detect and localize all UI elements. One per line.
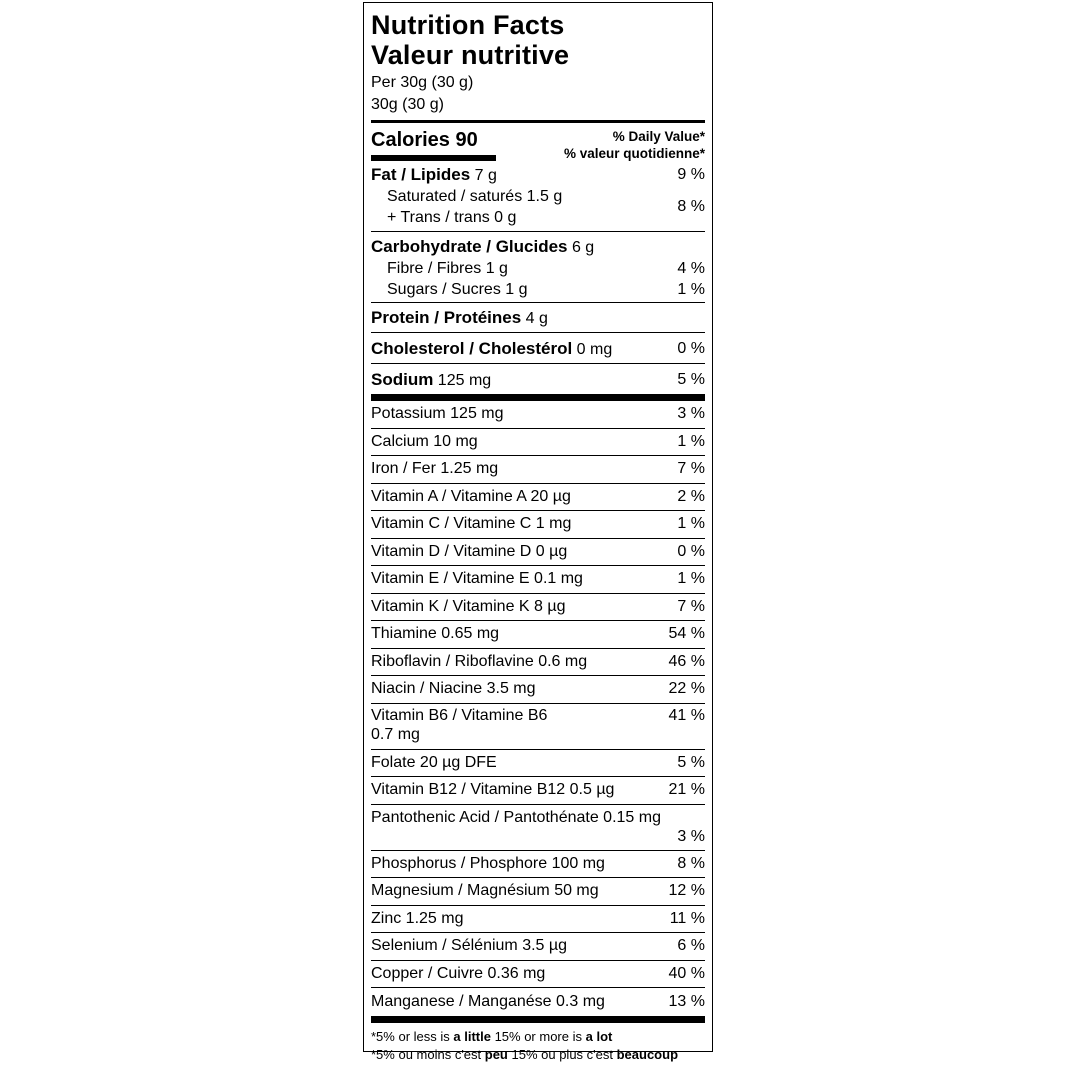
fat-row — [371, 164, 705, 186]
micro-pct: 1 % — [677, 515, 705, 533]
micro-row — [371, 851, 705, 879]
micro-name: Iron / Fer 1.25 mg — [371, 460, 499, 478]
micro-row — [371, 566, 705, 594]
sodium-amount: 125 mg — [437, 372, 492, 389]
cholesterol-amount: 0 mg — [576, 341, 613, 358]
micro-name: Phosphorus / Phosphore 100 mg — [371, 854, 605, 872]
micro-pct: 8 % — [677, 854, 705, 872]
daily-value-fr: % valeur quotidienne* — [563, 146, 705, 161]
footnote-text: 15% ou plus c'est — [507, 1046, 617, 1062]
micro-pct: 5 % — [677, 753, 705, 771]
micro-row — [371, 484, 705, 512]
divider-heavy-bottom — [371, 1016, 705, 1023]
micro-name: Thiamine 0.65 mg — [371, 625, 500, 643]
fibre-row — [371, 258, 705, 279]
micro-pct: 2 % — [677, 487, 705, 505]
sodium-label: Sodium — [371, 370, 434, 389]
calories-underline — [371, 155, 496, 161]
protein-label: Protein / Protéines — [371, 308, 522, 327]
cholesterol-row — [371, 333, 705, 364]
micro-row — [371, 676, 705, 704]
micro-pct: 46 % — [668, 652, 705, 670]
protein-row — [371, 303, 705, 333]
micro-row — [371, 750, 705, 778]
sat-trans-row — [371, 186, 705, 232]
protein-amount: 4 g — [525, 310, 548, 327]
micro-pct: 3 % — [677, 827, 705, 845]
micro-row — [371, 539, 705, 567]
daily-value-en: % Daily Value* — [612, 129, 705, 144]
sodium-row — [371, 364, 705, 394]
divider-heavy — [371, 394, 705, 401]
micro-name: Vitamin D / Vitamine D 0 µg — [371, 542, 568, 560]
micro-pct: 12 % — [668, 882, 705, 900]
micro-pct: 7 % — [677, 460, 705, 478]
micro-name: Vitamin E / Vitamine E 0.1 mg — [371, 570, 583, 588]
micro-pct: 0 % — [677, 542, 705, 560]
micro-row — [371, 456, 705, 484]
sugars-pct: 1 % — [677, 281, 705, 298]
micro-name: Vitamin B12 / Vitamine B12 0.5 µg — [371, 781, 615, 799]
footnote-bold: beaucoup — [616, 1046, 679, 1062]
micro-pct: 13 % — [668, 992, 705, 1010]
micro-name: Selenium / Sélénium 3.5 µg — [371, 937, 567, 955]
footnote — [371, 1023, 705, 1064]
carb-row — [371, 236, 705, 258]
footnote-text: *5% ou moins c'est — [371, 1046, 485, 1062]
micro-pct: 54 % — [668, 625, 705, 643]
daily-value-header — [564, 128, 705, 162]
footnote-fr — [371, 1046, 705, 1064]
serving-size: Per 30g (30 g) — [371, 74, 474, 91]
fat-amount: 7 g — [474, 167, 497, 184]
micro-pct: 21 % — [668, 781, 705, 799]
saturated-label: Saturated / saturés 1.5 g — [387, 188, 563, 205]
micro-name: Manganese / Manganése 0.3 mg — [371, 992, 605, 1010]
micro-row — [371, 401, 705, 429]
fat-pct: 9 % — [677, 166, 705, 183]
calories-row — [371, 123, 705, 161]
micro-pct: 22 % — [668, 680, 705, 698]
micro-name: Vitamin K / Vitamine K 8 µg — [371, 597, 566, 615]
micro-row — [371, 878, 705, 906]
cholesterol-pct: 0 % — [677, 340, 705, 357]
footnote-bold: peu — [484, 1046, 508, 1062]
micro-pct: 40 % — [668, 964, 705, 982]
carb-amount: 6 g — [571, 239, 595, 256]
micro-row — [371, 621, 705, 649]
footnote-text: *5% or less is — [371, 1028, 454, 1044]
sat-trans-pct: 8 % — [677, 198, 705, 215]
micronutrients — [371, 401, 705, 1016]
micro-name: Vitamin B6 / Vitamine B6 — [371, 706, 548, 724]
micro-pct: 11 % — [669, 909, 705, 927]
title-en: Nutrition Facts — [371, 10, 565, 40]
serving-size-secondary: 30g (30 g) — [371, 96, 444, 113]
sugars-label: Sugars / Sucres 1 g — [387, 281, 528, 298]
micro-name: Folate 20 µg DFE — [371, 753, 497, 771]
micro-row — [371, 961, 705, 989]
micro-pct: 6 % — [677, 937, 705, 955]
micro-row — [371, 777, 705, 805]
fibre-label: Fibre / Fibres 1 g — [387, 260, 508, 277]
micro-row — [371, 988, 705, 1016]
micro-name: Pantothenic Acid / Pantothénate 0.15 mg — [371, 808, 661, 826]
carb-label: Carbohydrate / Glucides — [371, 237, 568, 256]
fat-label: Fat / Lipides — [371, 165, 471, 184]
micro-name: Calcium 10 mg — [371, 432, 478, 450]
micro-row — [371, 429, 705, 457]
micro-pct: 41 % — [668, 706, 705, 724]
micro-pct: 7 % — [677, 597, 705, 615]
micro-pct: 1 % — [677, 570, 705, 588]
micro-row — [371, 805, 705, 851]
micro-name: Vitamin A / Vitamine A 20 µg — [371, 487, 571, 505]
micro-name: Potassium 125 mg — [371, 405, 504, 423]
micro-row — [371, 906, 705, 934]
micro-row — [371, 511, 705, 539]
calories: Calories 90 — [371, 129, 478, 151]
fibre-pct: 4 % — [677, 260, 705, 277]
micro-name: Magnesium / Magnésium 50 mg — [371, 882, 599, 900]
footnote-text: 15% or more is — [490, 1028, 586, 1044]
micro-name-line2: 0.7 mg — [371, 725, 420, 743]
micro-name: Copper / Cuivre 0.36 mg — [371, 964, 546, 982]
micro-row — [371, 704, 705, 750]
sugars-row — [371, 279, 705, 303]
micro-row — [371, 649, 705, 677]
micro-name: Riboflavin / Riboflavine 0.6 mg — [371, 652, 588, 670]
micro-row — [371, 933, 705, 961]
micro-pct: 3 % — [677, 405, 705, 423]
micro-name: Vitamin C / Vitamine C 1 mg — [371, 515, 572, 533]
footnote-bold: a little — [453, 1028, 491, 1044]
title-fr: Valeur nutritive — [371, 40, 570, 70]
sodium-pct: 5 % — [677, 371, 705, 388]
trans-label: + Trans / trans 0 g — [387, 209, 517, 226]
footnote-en — [371, 1028, 705, 1046]
micro-row — [371, 594, 705, 622]
footnote-bold: a lot — [585, 1028, 613, 1044]
micro-name: Niacin / Niacine 3.5 mg — [371, 680, 536, 698]
micro-name: Zinc 1.25 mg — [371, 909, 464, 927]
nutrition-facts-label — [363, 2, 713, 1062]
micro-pct: 1 % — [677, 432, 705, 450]
cholesterol-label: Cholesterol / Cholestérol — [371, 339, 573, 358]
